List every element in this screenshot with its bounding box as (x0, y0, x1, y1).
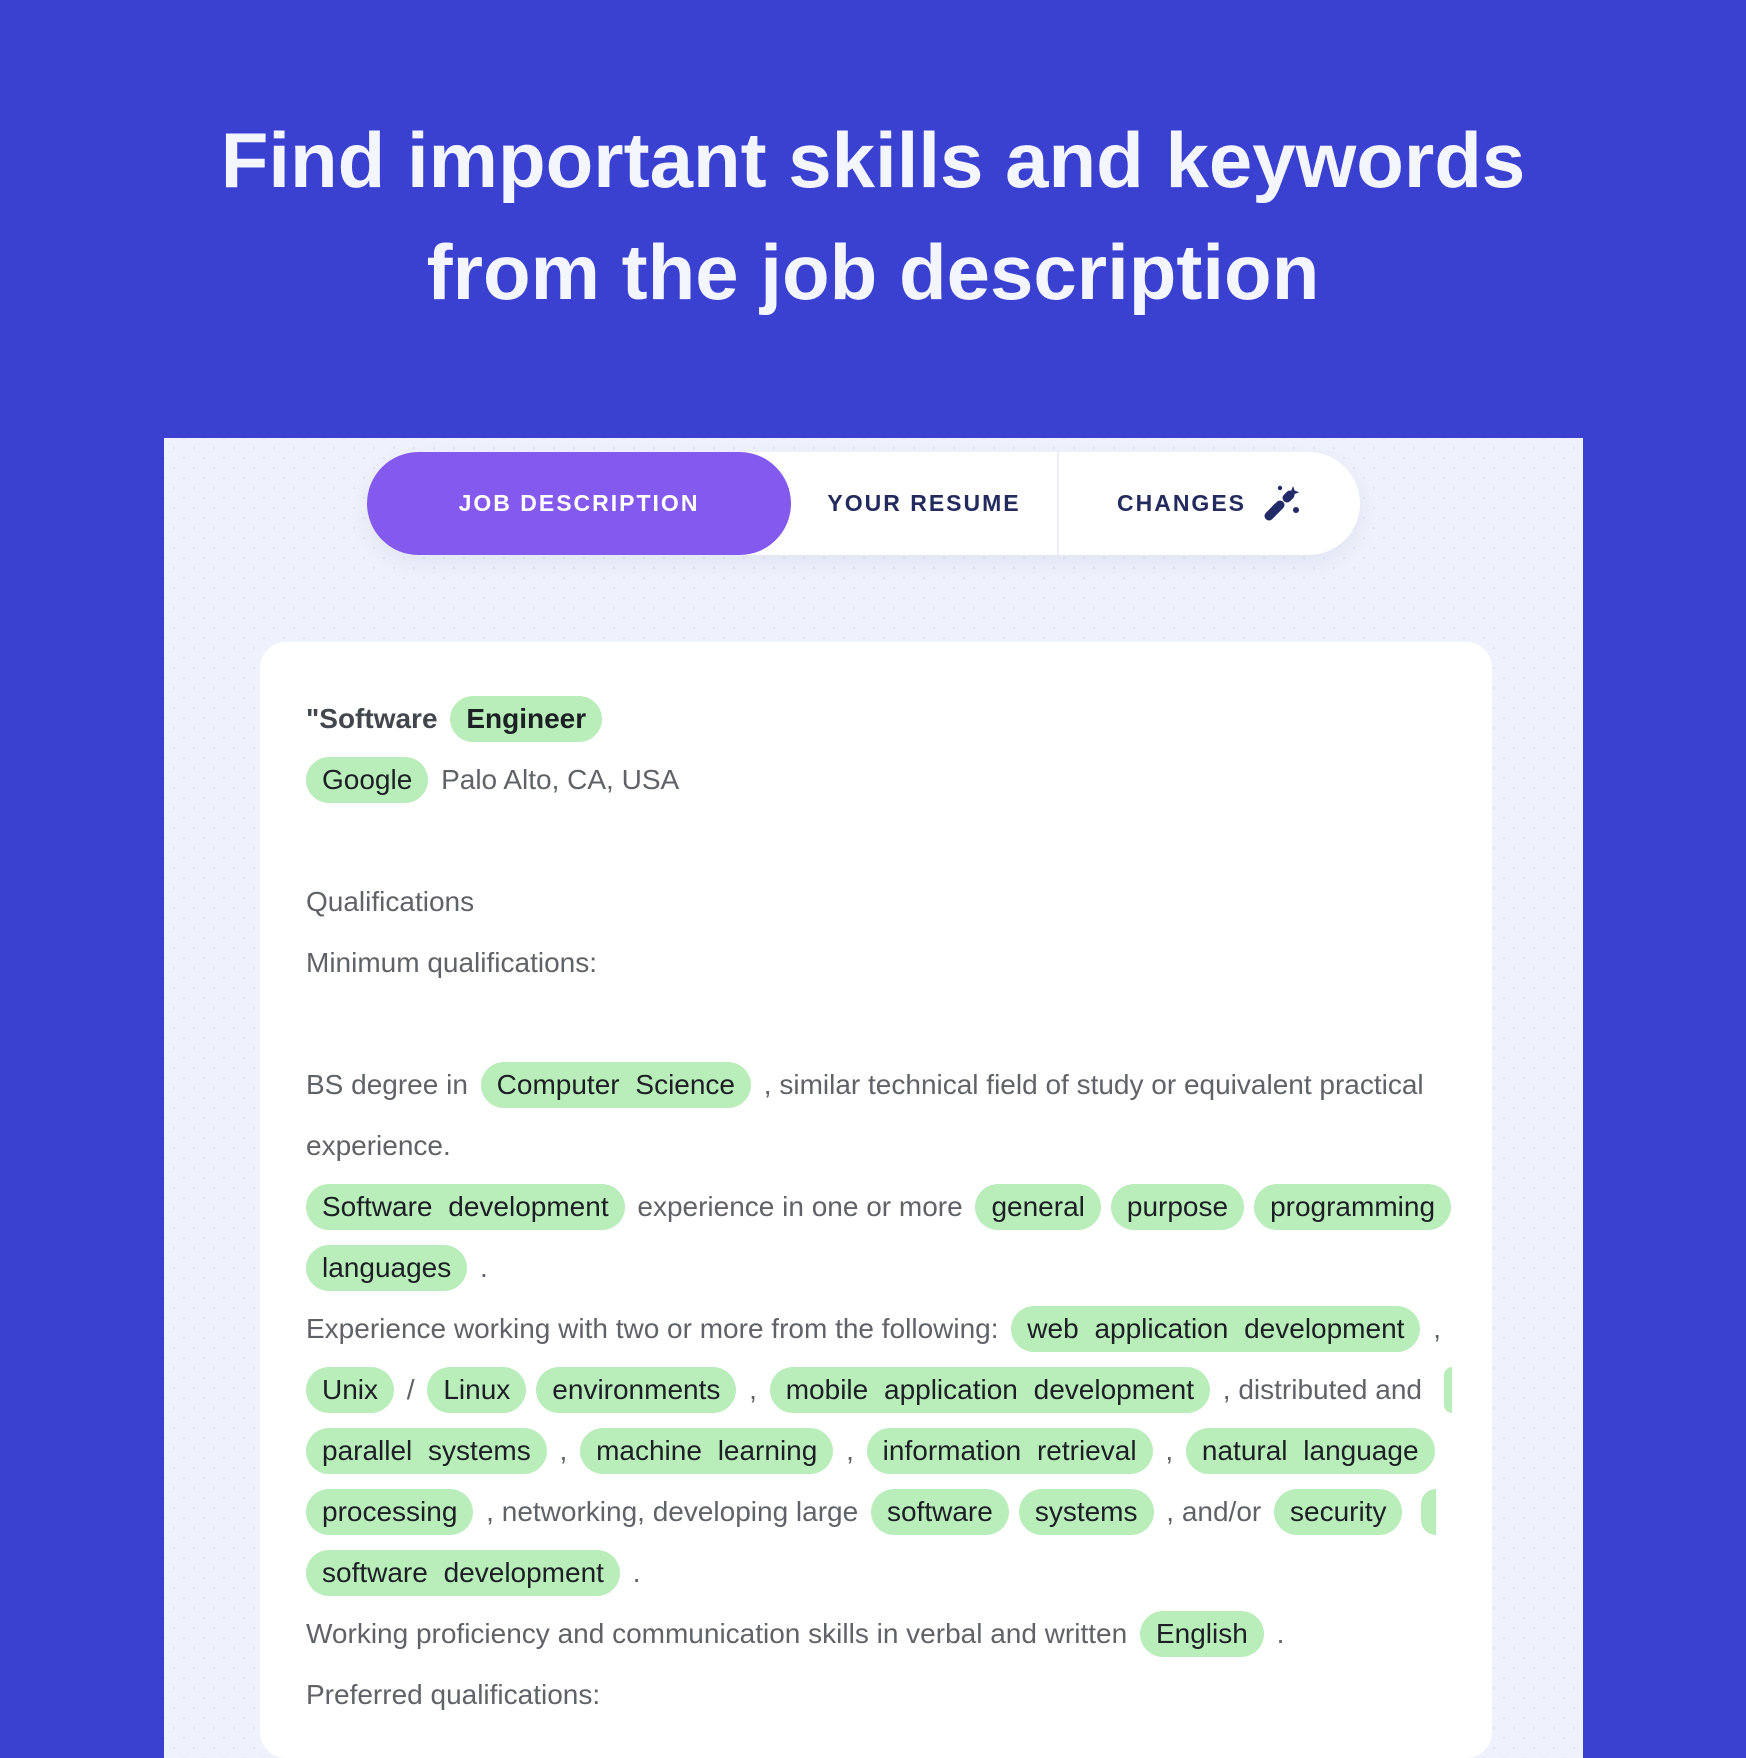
jd-line (306, 871, 1452, 932)
jd-text: , (741, 1373, 765, 1405)
jd-text: Experience working with two or more from the following: (306, 1312, 1007, 1344)
jd-text: BS degree in (306, 1068, 476, 1100)
keyword-highlight: general (975, 1184, 1100, 1230)
jd-text: "Software (306, 702, 446, 734)
keyword-highlight: parallel systems (306, 1428, 547, 1474)
tab-changes-label: CHANGES (1116, 490, 1246, 516)
keyword-highlight: information retrieval (867, 1428, 1153, 1474)
tab-job-description[interactable] (367, 452, 791, 555)
content-panel (164, 438, 1583, 1758)
jd-line (306, 1664, 1452, 1725)
keyword-highlight: programming (1254, 1184, 1451, 1230)
hero-title (0, 104, 1746, 328)
keyword-highlight: environments (536, 1367, 736, 1413)
hero-title-line2: from the job description (426, 228, 1320, 316)
jd-text: Palo Alto, CA, USA (433, 763, 680, 795)
jd-text: , and/or (1158, 1495, 1270, 1527)
keyword-highlight: software development (306, 1550, 620, 1596)
jd-line (306, 688, 1452, 749)
jd-text: Qualifications (306, 885, 475, 917)
jd-text: . (624, 1556, 641, 1588)
keyword-highlight: security (1274, 1489, 1402, 1535)
jd-line (306, 1115, 1452, 1176)
keyword-highlight: systems (1019, 1489, 1154, 1535)
jd-line (306, 1237, 1452, 1298)
jd-text: , distributed and (1214, 1373, 1430, 1405)
blank-line (306, 993, 1452, 1054)
job-description-card (260, 642, 1492, 1758)
tab-job-description-label: JOB DESCRIPTION (458, 490, 700, 516)
jd-text: Minimum qualifications: (306, 946, 597, 978)
jd-line (306, 1298, 1452, 1359)
jd-line (306, 1542, 1452, 1603)
jd-text: , (838, 1434, 862, 1466)
jd-line (306, 1176, 1452, 1237)
tab-bar (367, 452, 1360, 555)
magic-wand-icon (1260, 483, 1302, 525)
jd-line (306, 1359, 1452, 1420)
keyword-highlight: English (1140, 1611, 1264, 1657)
jd-text: experience. (306, 1129, 451, 1161)
blank-line (306, 810, 1452, 871)
keyword-highlight: Engineer (450, 696, 602, 742)
jd-line (306, 1420, 1452, 1481)
jd-line (306, 1054, 1452, 1115)
jd-text: . (472, 1251, 488, 1283)
jd-text: , (1157, 1434, 1181, 1466)
job-description-body (306, 688, 1452, 1725)
keyword-highlight: machine learning (580, 1428, 833, 1474)
tab-your-resume-label: YOUR RESUME (827, 490, 1021, 516)
jd-text: , networking, developing large (478, 1495, 866, 1527)
jd-text: , (1425, 1312, 1441, 1344)
keyword-highlight: web application development (1011, 1306, 1420, 1352)
jd-text: / (399, 1373, 423, 1405)
keyword-highlight: purpose (1111, 1184, 1244, 1230)
keyword-highlight: Unix (306, 1367, 394, 1413)
hero-title-line1: Find important skills and keywords (220, 116, 1526, 204)
keyword-highlight: Computer Science (481, 1062, 751, 1108)
jd-text: Preferred qualifications: (306, 1678, 601, 1710)
jd-text: experience in one or more (629, 1190, 971, 1222)
keyword-highlight: languages (306, 1245, 467, 1291)
jd-line (306, 1481, 1452, 1542)
keyword-highlight: mobile application development (770, 1367, 1210, 1413)
jd-text: Working proficiency and communication skills in verbal and written (306, 1617, 1135, 1649)
jd-text: , (551, 1434, 576, 1466)
keyword-highlight: natural language (1186, 1428, 1435, 1474)
clipped-highlight (1421, 1489, 1436, 1535)
jd-line (306, 1603, 1452, 1664)
jd-text: , similar technical field of study or equivalent practical (756, 1068, 1424, 1100)
clipped-highlight (1444, 1367, 1452, 1413)
jd-line (306, 749, 1452, 810)
keyword-highlight: processing (306, 1489, 473, 1535)
keyword-highlight: Google (306, 757, 428, 803)
jd-text: . (1268, 1617, 1285, 1649)
keyword-highlight: software (871, 1489, 1009, 1535)
tab-changes[interactable] (1057, 452, 1360, 555)
tab-your-resume[interactable] (791, 452, 1057, 555)
keyword-highlight: Software development (306, 1184, 625, 1230)
keyword-highlight: Linux (427, 1367, 526, 1413)
jd-line (306, 932, 1452, 993)
